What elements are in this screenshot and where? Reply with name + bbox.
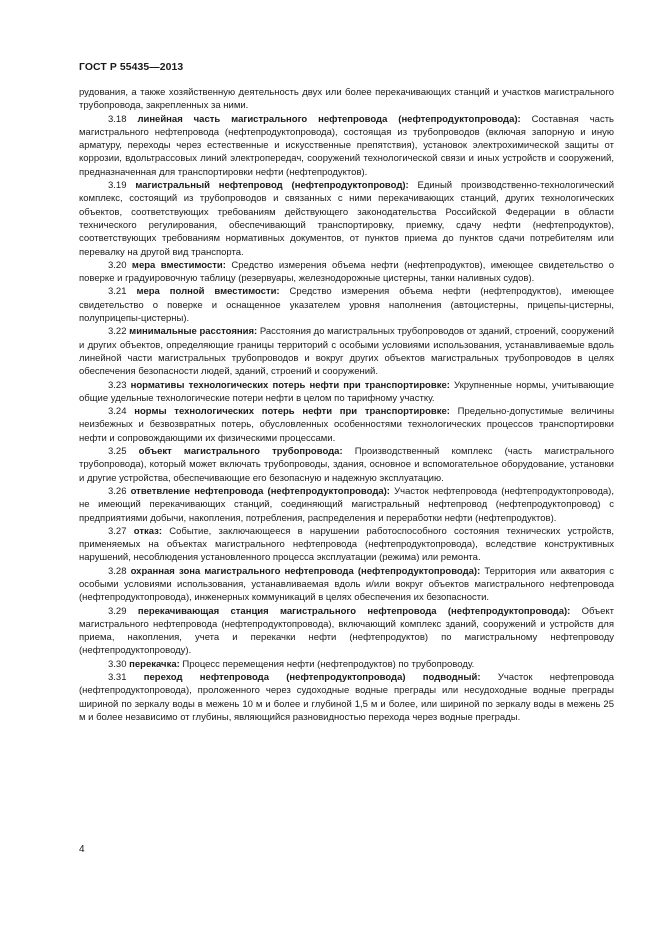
definition-3-24 bbox=[79, 405, 614, 445]
clause-number: 3.29 bbox=[108, 605, 127, 617]
term-name: мера вместимости: bbox=[131, 259, 226, 271]
definition-3-31 bbox=[79, 671, 614, 724]
term-name: охранная зона магистрального нефтепровода (нефтепродуктопровода): bbox=[130, 565, 481, 577]
term-name: мера полной вместимости: bbox=[136, 286, 280, 298]
definition-text: Событие, заключающееся в нарушении работоспособного состояния технических устройств, применяемых на объектах магистрального нефтепровода (нефтепродуктопровода), вследствие конструктивных нарушений, несоблюдения установленного процесса эксплуатации (режима) или ремонта. bbox=[79, 525, 615, 564]
paragraph-text: рудования, а также хозяйственную деятельность двух или более перекачивающих станций и участков магистрального трубопровода, закрепленных за ними. bbox=[79, 87, 614, 112]
standard-header: ГОСТ Р 55435—2013 bbox=[79, 62, 184, 73]
term-name: объект магистрального трубопровода: bbox=[138, 446, 343, 458]
term-name: ответвление нефтепровода (нефтепродуктопровода): bbox=[130, 485, 390, 497]
clause-number: 3.28 bbox=[108, 565, 127, 577]
definition-text: Объект магистрального нефтепровода (нефтепродуктопровода), включающий комплекс зданий, сооружений и устройств для приема, накопления, учета и перекачки нефти (нефтепродуктов) по магистральному нефтепроводу (нефтепродуктопроводу). bbox=[79, 605, 614, 657]
definition-text: Составная часть магистрального нефтепровода (нефтепродуктопровода), состоящая из трубопроводов (включая запорную и иную арматуру, переходы через естественные и искусственные препятствия), установок электрохимической защиты от коррозии, вдольтрассовых линий электропередач, сооружений технологической связи и иных устройств и сооружений, предназначенная для транспортировки нефти (нефтепродуктов). bbox=[79, 113, 614, 178]
term-name: линейная часть магистрального нефтепровода (нефтепродуктопровода): bbox=[137, 113, 521, 125]
definition-text: Средство измерения объема нефти (нефтепродуктов), имеющее свидетельство о поверке и градуировочную таблицу (резервуары, железнодорожные цистерны, танки наливных судов). bbox=[79, 259, 615, 285]
definition-3-28 bbox=[79, 565, 614, 605]
definition-3-18 bbox=[79, 113, 614, 179]
clause-number: 3.21 bbox=[108, 286, 127, 298]
definition-3-30 bbox=[79, 658, 614, 671]
term-name: перекачка: bbox=[129, 658, 180, 670]
clause-number: 3.30 bbox=[108, 658, 127, 670]
clause-number: 3.31 bbox=[108, 672, 127, 684]
document-body bbox=[79, 86, 614, 724]
definition-text: Производственный комплекс (часть магистрального трубопровода), который может включать трубопроводы, здания, основное и вспомогательное оборудование, установки и другие устройства, обеспечивающие его безопасную и надежную эксплуатацию. bbox=[79, 446, 615, 484]
definition-3-29 bbox=[79, 605, 614, 658]
definition-text: Укрупненные нормы, учитывающие общие удельные технологические потери нефти в целом по тарифному участку. bbox=[79, 379, 614, 404]
paragraph-continuation bbox=[79, 86, 614, 113]
term-name: минимальные расстояния: bbox=[129, 326, 258, 338]
clause-number: 3.24 bbox=[108, 406, 127, 418]
definition-3-26 bbox=[79, 485, 614, 525]
clause-number: 3.19 bbox=[108, 180, 127, 192]
definition-text: Средство измерения объема нефти (нефтепродуктов), имеющее свидетельство о поверке и оснащенное указателем уровня наполнения (автоцистерны, прицепы-цистерны, полуприцепы-цистерны). bbox=[79, 286, 615, 325]
clause-number: 3.22 bbox=[108, 326, 127, 338]
definition-3-25 bbox=[79, 445, 614, 485]
term-name: нормативы технологических потерь нефти при транспортировке: bbox=[130, 379, 450, 391]
definition-text: Предельно-допустимые величины неизбежных и безвозвратных потерь, обусловленных особенностями технологических процессов транспортировки нефти и сопровождающими их физическими процессами. bbox=[79, 406, 615, 444]
definition-text: Участок нефтепровода (нефтепродуктопровода), проложенного через судоходные водные преграды или несудоходные водные преграды шириной по зеркалу воды в межень 10 м и более и глубиной 1,5 м и более, или шириной по зеркалу воды в межень 25 м и более независимо от глубины, являющийся разновидностью перехода через водные преграды. bbox=[79, 672, 615, 723]
clause-number: 3.20 bbox=[108, 259, 127, 271]
definition-3-20 bbox=[79, 259, 614, 286]
clause-number: 3.18 bbox=[108, 113, 127, 125]
term-name: перекачивающая станция магистрального нефтепровода (нефтепродуктопровода): bbox=[137, 605, 571, 617]
term-name: переход нефтепровода (нефтепродуктопровода) подводный: bbox=[143, 672, 481, 684]
definition-text: Единый производственно-технологический комплекс, состоящий из трубопроводов и связанных с ними перекачивающих станций, других технологических объектов, соответствующих требованиям действующего законодательства Российской Федерации в области технического регулирования, обеспечивающий транспортировку, приемку, сдачу нефти (нефтепродуктов), соответствующих требованиям нормативных документов, от пунктов приема до пунктов сдачи потребителям или перевалку на другой вид транспорта. bbox=[79, 180, 615, 258]
clause-number: 3.27 bbox=[108, 525, 127, 537]
definition-text: Расстояния до магистральных трубопроводов от зданий, строений, сооружений и других объектов, определяющие границы территорий с особыми условиями использования, устанавливаемые вдоль линейной части магистральных трубопроводов и вокруг других объектов магистральных трубопроводов в целях обеспечения безопасности людей, зданий, строений и сооружений. bbox=[79, 326, 615, 378]
clause-number: 3.25 bbox=[108, 446, 127, 458]
definition-3-21 bbox=[79, 285, 614, 325]
definition-3-23 bbox=[79, 379, 614, 406]
clause-number: 3.26 bbox=[108, 485, 127, 497]
definition-3-22 bbox=[79, 325, 614, 378]
definition-3-27 bbox=[79, 525, 614, 565]
definition-3-19 bbox=[79, 179, 614, 259]
definition-text: Процесс перемещения нефти (нефтепродуктов) по трубопроводу. bbox=[182, 658, 475, 670]
page-number: 4 bbox=[79, 844, 85, 855]
term-name: нормы технологических потерь нефти при транспортировке: bbox=[134, 406, 450, 418]
definition-text: Территория или акватория с особыми условиями использования, устанавливаемая вдоль и/или вокруг объектов магистрального нефтепровода (нефтепродуктопровода), инженерных коммуникаций в целях обеспечения их безопасности. bbox=[79, 565, 615, 604]
term-name: отказ: bbox=[133, 525, 163, 537]
clause-number: 3.23 bbox=[108, 379, 127, 391]
term-name: магистральный нефтепровод (нефтепродуктопровод): bbox=[135, 180, 409, 192]
definition-text: Участок нефтепровода (нефтепродуктопровода), не имеющий перекачивающих станций, соединяющий магистральный нефтепровод (нефтепродуктопровод) с предприятиями добычи, накопления, потребления, распределения и переработки нефти (нефтепродуктов). bbox=[79, 485, 614, 524]
